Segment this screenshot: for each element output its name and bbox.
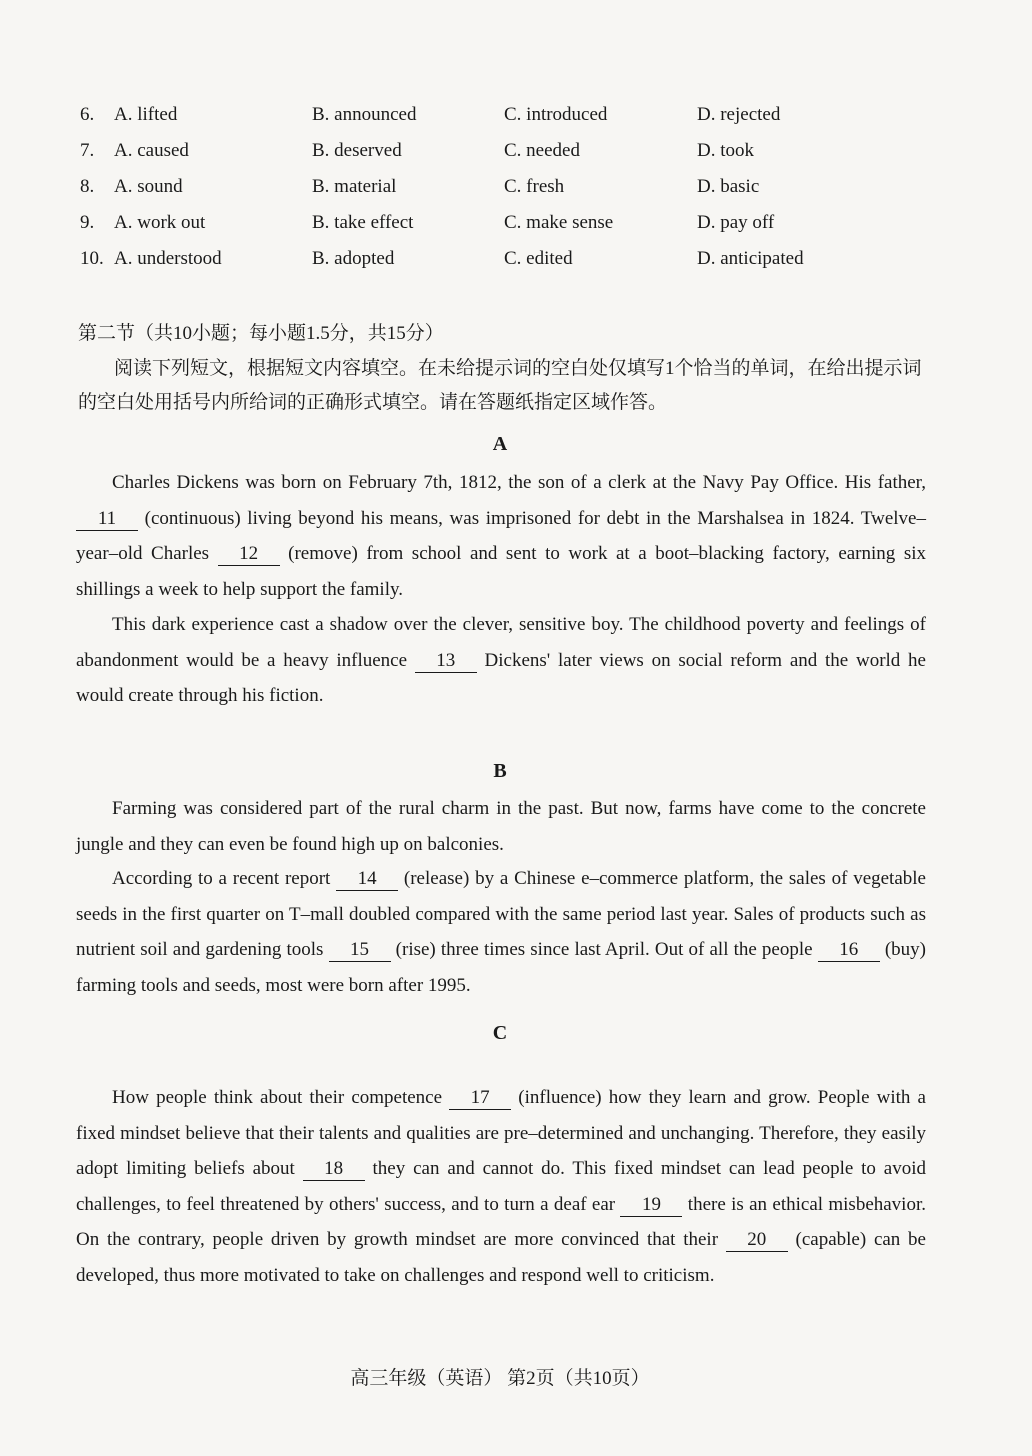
passage-b-paragraph-2 xyxy=(76,861,926,1003)
option-b: B. material xyxy=(312,176,397,197)
option-d: D. took xyxy=(697,140,754,161)
question-row-7 xyxy=(80,140,860,176)
question-number: 10. xyxy=(80,248,104,269)
answer-blank-12: 12 xyxy=(218,543,280,566)
passage-a-letter: A xyxy=(492,433,508,455)
option-c: C. introduced xyxy=(504,104,608,125)
page-footer: 高三年级（英语） 第2页（共10页） xyxy=(350,1368,650,1389)
text-run: Dickens' later views on social reform and the world he would create through his fiction. xyxy=(76,649,926,706)
text-run: they can and cannot do. This fixed mindset can lead people to avoid challenges, to feel threatened by others' success, and to turn a deaf ear xyxy=(76,1158,926,1215)
option-a: A. lifted xyxy=(114,104,178,125)
section-heading: 第二节（共10小题；每小题1.5分，共15分） xyxy=(78,323,444,344)
answer-blank-17: 17 xyxy=(449,1087,511,1110)
passage-c-paragraph-1 xyxy=(76,1080,926,1293)
text-run: (capable) can be developed, thus more motivated to take on challenges and respond well to criticism. xyxy=(76,1229,926,1286)
text-run: (continuous) living beyond his means, was imprisoned for debt in the Marshalsea in 1824. Twelve–year–old Charles xyxy=(76,507,926,564)
passage-c-letter: C xyxy=(492,1022,508,1044)
option-c: C. fresh xyxy=(504,176,565,197)
text-run: (rise) three times since last April. Out of all the people xyxy=(390,939,818,960)
text-run: This dark experience cast a shadow over the clever, sensitive boy. The childhood poverty and feelings of abandonment would be a heavy influence xyxy=(76,614,926,671)
option-d: D. pay off xyxy=(697,212,775,233)
option-b: B. deserved xyxy=(312,140,402,161)
option-a: A. understood xyxy=(114,248,222,269)
option-a: A. sound xyxy=(114,176,183,197)
question-number: 8. xyxy=(80,176,95,197)
answer-blank-14: 14 xyxy=(336,868,398,891)
passage-a-paragraph-2 xyxy=(76,607,926,714)
question-row-9 xyxy=(80,212,860,248)
text-run: there is an ethical misbehavior. On the contrary, people driven by growth mindset are more convinced that their xyxy=(76,1193,926,1250)
option-c: C. edited xyxy=(504,248,573,269)
text-run: (remove) from school and sent to work at a boot–blacking factory, earning six shillings a week to help support the family. xyxy=(76,543,927,600)
passage-a-paragraph-1 xyxy=(76,465,926,607)
section-instructions: 阅读下列短文，根据短文内容填空。在未给提示词的空白处仅填写1个恰当的单词，在给出提示词的空白处用括号内所给词的正确形式填空。请在答题纸指定区域作答。 xyxy=(78,358,922,413)
question-row-8 xyxy=(80,176,860,212)
option-a: A. work out xyxy=(114,212,206,233)
text-run: (influence) how they learn and grow. People with a fixed mindset believe that their talents and qualities are pre–determined and unchanging. Therefore, they easily adopt limiting beliefs about xyxy=(76,1087,926,1179)
option-d: D. basic xyxy=(697,176,760,197)
answer-blank-11: 11 xyxy=(76,508,138,531)
question-number: 6. xyxy=(80,104,95,125)
text-run: (buy) farming tools and seeds, most were born after 1995. xyxy=(76,939,927,996)
passage-b-paragraph-1: Farming was considered part of the rural charm in the past. But now, farms have come to the concrete jungle and they can even be found high up on balconies. xyxy=(76,798,926,855)
text-run: How people think about their competence xyxy=(112,1087,450,1108)
passage-b-letter: B xyxy=(493,760,507,782)
answer-blank-16: 16 xyxy=(818,939,880,962)
answer-blank-13: 13 xyxy=(415,650,477,673)
option-b: B. announced xyxy=(312,104,417,125)
option-c: C. needed xyxy=(504,140,580,161)
question-row-6 xyxy=(80,104,860,140)
option-a: A. caused xyxy=(114,140,189,161)
option-d: D. anticipated xyxy=(697,248,804,269)
question-number: 9. xyxy=(80,212,95,233)
option-d: D. rejected xyxy=(697,104,781,125)
text-run: (release) by a Chinese e–commerce platform, the sales of vegetable seeds in the first quarter on T–mall doubled compared with the same period last year. Sales of products such as nutrient soil and gardening tools xyxy=(76,868,926,960)
option-b: B. take effect xyxy=(312,212,414,233)
multiple-choice-options xyxy=(80,104,860,284)
answer-blank-18: 18 xyxy=(303,1158,365,1181)
text-run: Charles Dickens was born on February 7th, 1812, the son of a clerk at the Navy Pay Office. His father, xyxy=(112,472,926,493)
answer-blank-19: 19 xyxy=(620,1194,682,1217)
answer-blank-15: 15 xyxy=(329,939,391,962)
option-c: C. make sense xyxy=(504,212,614,233)
option-b: B. adopted xyxy=(312,248,395,269)
answer-blank-20: 20 xyxy=(726,1229,788,1252)
question-row-10 xyxy=(80,248,860,284)
text-run: According to a recent report xyxy=(112,868,337,889)
question-number: 7. xyxy=(80,140,95,161)
